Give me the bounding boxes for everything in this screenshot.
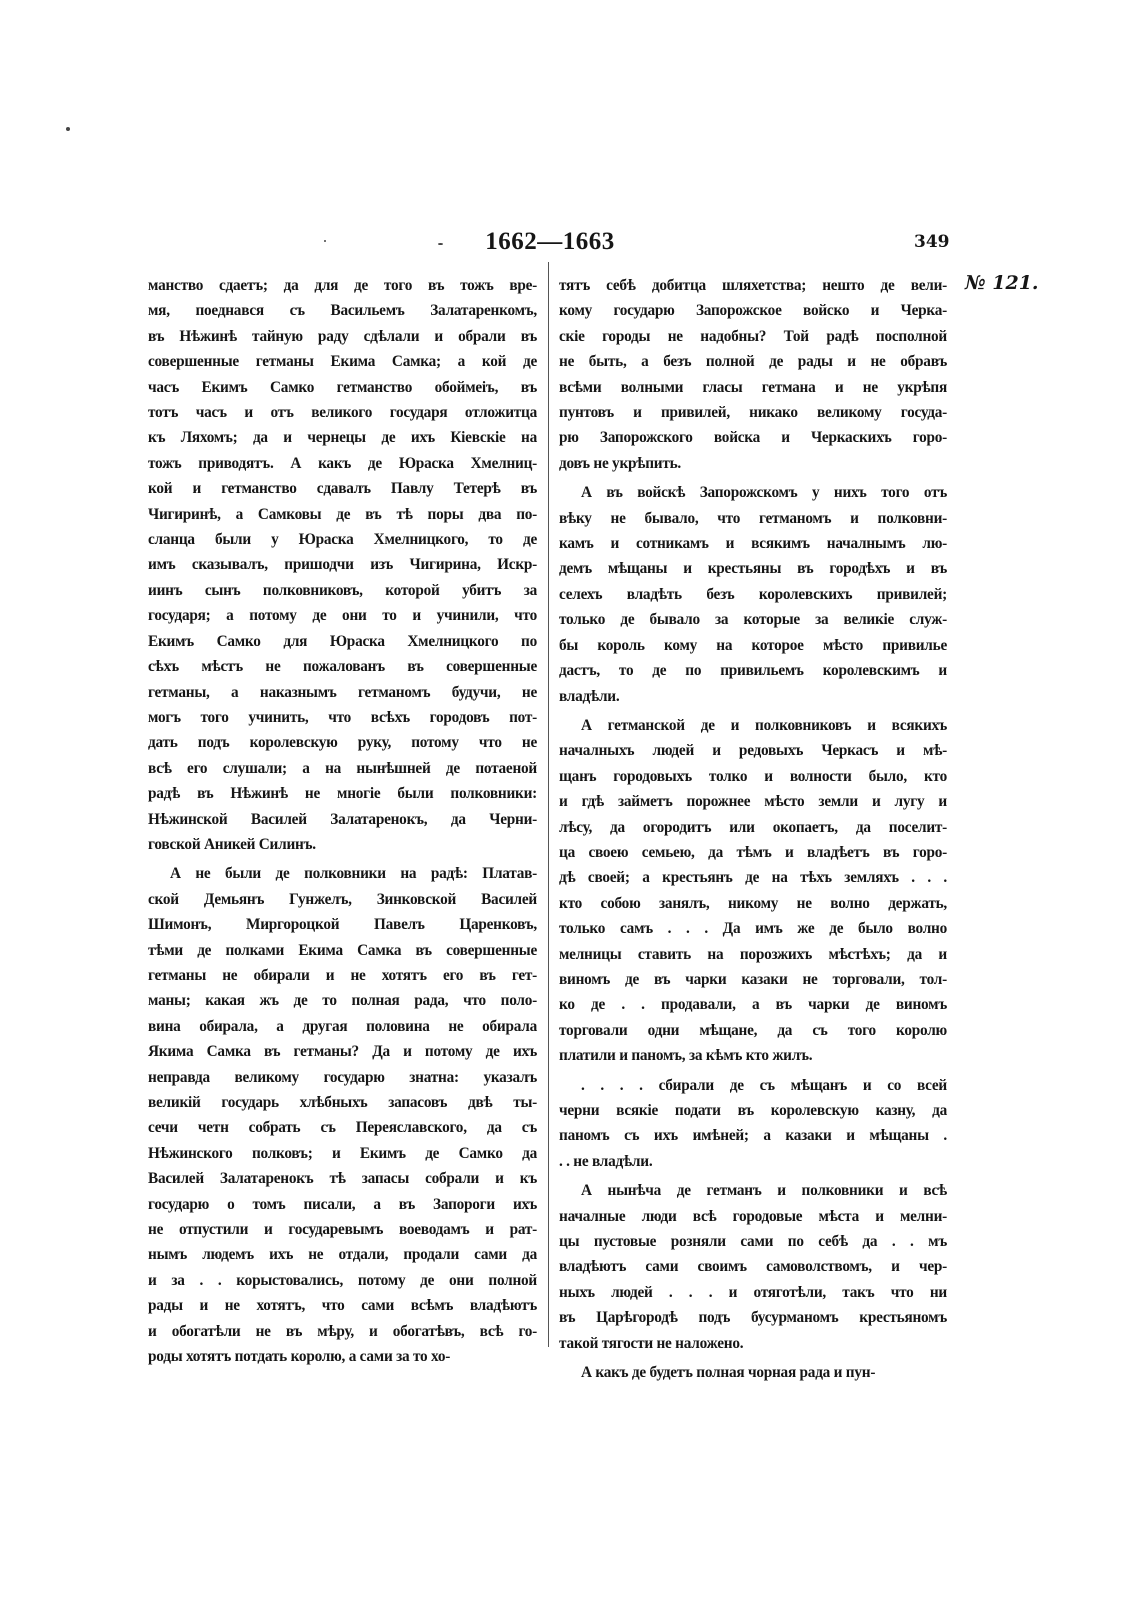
text-line: камъ и сотникамъ и всякимъ началнымъ лю- (559, 535, 947, 553)
text-line: роды хотятъ потдать королю, а сами за то хо- (148, 1348, 451, 1366)
left-paragraph (148, 861, 537, 1369)
text-line: началныхъ людей и редовыхъ Черкасъ и мѣ- (559, 742, 947, 760)
text-line: платили и паномъ, за кѣмъ кто жилъ. (559, 1047, 813, 1065)
text-line: А какъ де будетъ полная чорная рада и пун- (581, 1364, 876, 1382)
text-line: сланца были у Юраска Хмелницкого, то де (148, 531, 537, 549)
text-line: совершенные гетманы Екима Самка; а кой де (148, 353, 537, 371)
scan-speck (66, 127, 70, 131)
text-line: владѣютъ сами своимъ самоволствомъ, и чер- (559, 1258, 947, 1276)
text-line: демъ мѣщаны и крестьяны въ городѣхъ и въ (559, 560, 947, 578)
text-line: селехъ владѣть безъ королевскихъ привилей; (559, 585, 947, 603)
text-line: могъ того учинить, что всѣхъ городовъ пот- (148, 708, 537, 726)
text-line: Чигиринѣ, а Самковы де въ тѣ поры два по- (148, 505, 537, 523)
text-line: А не были де полковники на радѣ: Платав- (170, 865, 537, 883)
text-line: только де бывало за которые за великіе служ- (559, 611, 947, 629)
text-line: дѣ своей; а крестьянъ де на тѣхъ земляхъ . . . (559, 869, 947, 887)
text-line: въ Нѣжинѣ тайную раду сдѣлали и обрали въ (148, 327, 537, 345)
text-line: ца своею семьею, да тѣмъ и владѣетъ въ горо- (559, 843, 947, 861)
text-line: виномъ де въ чарки казаки не торговали, тол- (559, 970, 947, 988)
scan-speck (438, 243, 443, 245)
text-line: мя, поеднався съ Васильемъ Залатаренкомъ, (148, 302, 537, 320)
text-line: великій государь хлѣбныхъ запасовъ двѣ ты- (148, 1094, 537, 1111)
text-line: ныхъ людей . . . и отяготѣли, такъ что ни (559, 1283, 947, 1301)
text-line: щанъ городовыхъ толко и волности было, кто (559, 767, 947, 785)
text-line: ко де . . продавали, а въ чарки де виномъ (559, 996, 947, 1014)
text-line: пунтовъ и привилей, никако великому госуда- (559, 404, 947, 422)
text-line: маны; какая жъ де то полная рада, что поло- (148, 992, 537, 1010)
scan-speck (324, 240, 326, 242)
text-line: А въ войскѣ Запорожскомъ у нихъ того отъ (581, 484, 947, 502)
text-line: рады и не хотятъ, что сами всѣмъ владѣютъ (148, 1297, 537, 1315)
text-line: нымъ людемъ ихъ не отдали, продали сами да (148, 1246, 537, 1264)
text-line: тожъ приводятъ. А какъ де Юраска Хмелниц- (148, 454, 537, 472)
right-paragraph (559, 1360, 947, 1385)
text-line: торговали одни мѣщане, да съ того королю (559, 1021, 947, 1039)
left-paragraph (148, 273, 537, 857)
text-line: тятъ себѣ добитца шляхетства; нешто де вели- (559, 277, 947, 294)
text-line: рю Запорожского войска и Черкаскихъ горо- (559, 429, 947, 447)
text-line: Нѣжинского полковъ; и Екимъ де Самко да (148, 1144, 537, 1162)
left-text-column (148, 273, 537, 1373)
text-line: государя; а потому де они то и учинили, что (148, 607, 537, 625)
text-line: довъ не укрѣпить. (559, 454, 682, 472)
text-line: вѣку не бывало, что гетманомъ и полковни- (559, 509, 947, 527)
right-paragraph (559, 1073, 947, 1175)
text-line: только самъ . . . Да имъ же де было волно (559, 920, 947, 938)
text-line: манство сдаетъ; да для де того въ тожъ вре- (148, 277, 537, 294)
text-line: началные люди всѣ городовые мѣста и мелни- (559, 1207, 947, 1225)
text-line: часъ Екимъ Самко гетманство обоймеіъ, въ (148, 378, 537, 396)
document-number: № 121. (965, 272, 1039, 294)
text-line: всѣ его слушали; а на нынѣшней де потаеной (148, 759, 537, 777)
text-line: . . не владѣли. (559, 1152, 653, 1170)
text-line: не быть, а безъ полной де рады и не обравъ (559, 353, 947, 371)
text-line: Нѣжинской Василей Залатаренокъ, да Черни- (148, 810, 537, 828)
page-number: 349 (914, 232, 950, 252)
text-line: кому государю Запорожское войско и Черка- (559, 302, 947, 320)
text-line: паномъ съ ихъ имѣней; а казаки и мѣщаны . (559, 1127, 947, 1145)
text-line: неправда великому государю знатна: указалъ (148, 1068, 537, 1086)
text-line: тѣми де полками Екима Самка въ совершенные (148, 941, 537, 959)
text-line: дать подъ королевскую руку, потому что не (148, 734, 537, 752)
text-line: Василей Залатаренокъ тѣ запасы собрали и къ (148, 1170, 537, 1188)
text-line: кой и гетманство сдавалъ Павлу Тетерѣ въ (148, 480, 537, 498)
text-line: не отпустили и государевымъ воеводамъ и рат- (148, 1221, 537, 1239)
text-line: гетманы не обирали и не хотятъ его въ гет- (148, 966, 537, 984)
text-line: Екимъ Самко для Юраска Хмелницкого по (148, 632, 537, 650)
text-line: всѣми волными гласы гетмана и не укрѣпя (559, 378, 947, 396)
text-line: тотъ часъ и отъ великого государя отложитца (148, 404, 537, 422)
text-line: цы пустовые розняли сами по себѣ да . . мъ (559, 1233, 947, 1251)
right-paragraph (559, 273, 947, 476)
text-line: сечи четн собрать съ Переяславского, да съ (148, 1119, 537, 1137)
text-line: такой тягости не наложено. (559, 1334, 744, 1352)
text-line: радѣ въ Нѣжинѣ не многіе были полковники: (148, 785, 537, 803)
text-line: бы король кому на которое мѣсто привилье (559, 636, 947, 654)
text-line: владѣли. (559, 687, 620, 705)
text-line: лѣсу, да огородитъ или окопаетъ, да поселит- (559, 818, 947, 836)
text-line: государю о томъ писали, а въ Запороги ихъ (148, 1195, 537, 1213)
text-line: Якима Самка въ гетманы? Да и потому де ихъ (148, 1043, 537, 1061)
text-line: и за . . корыстовались, потому де они полной (148, 1271, 537, 1289)
text-line: дастъ, то де по привильемъ королевскимъ и (559, 662, 947, 680)
text-line: А нынѣча де гетманъ и полковники и всѣ (581, 1182, 947, 1200)
text-line: черни всякіе подати въ королевскую казну, да (559, 1102, 947, 1119)
text-line: скіе городы не надобны? Той радѣ посполной (559, 327, 947, 345)
right-paragraph (559, 480, 947, 709)
text-line: къ Ляхомъ; да и чернецы де ихъ Кіевскіе на (148, 429, 537, 447)
text-line: вина обирала, а другая половина не обирала (148, 1017, 537, 1035)
text-line: гетманы, а наказнымъ гетманомъ будучи, не (148, 683, 537, 701)
text-line: въ Царѣгородѣ подъ бусурманомъ крестьяномъ (559, 1309, 947, 1327)
text-line: имъ сказывалъ, пришодчи изъ Чигирина, Искр- (148, 556, 537, 574)
column-divider (548, 262, 549, 1347)
text-line: мелницы ставить на порозжихъ мѣстѣхъ; да и (559, 945, 947, 963)
text-line: кто собою занялъ, никому не волно держать, (559, 894, 947, 912)
text-line: и гдѣ займетъ порожнее мѣсто земли и лугу и (559, 793, 947, 811)
right-paragraph (559, 1178, 947, 1356)
running-header-years: 1662—1663 (485, 228, 615, 255)
text-line: Шимонъ, Миргороцкой Павелъ Царенковъ, (148, 916, 537, 934)
text-line: А гетманской де и полковниковъ и всякихъ (581, 716, 947, 734)
text-line: и обогатѣли не въ мѣру, и обогатѣвъ, всѣ го- (148, 1322, 537, 1340)
text-line: . . . . сбирали де съ мѣщанъ и со всей (581, 1076, 947, 1094)
text-line: сѣхъ мѣстъ не пожалованъ въ совершенные (148, 658, 537, 676)
text-line: иинъ сынъ полковниковъ, которой убитъ за (148, 581, 537, 599)
right-paragraph (559, 713, 947, 1069)
text-line: говской Аникей Силинъ. (148, 835, 316, 853)
text-line: ской Демьянъ Гунжелъ, Зинковской Василей (148, 890, 537, 908)
right-text-column (559, 273, 947, 1389)
